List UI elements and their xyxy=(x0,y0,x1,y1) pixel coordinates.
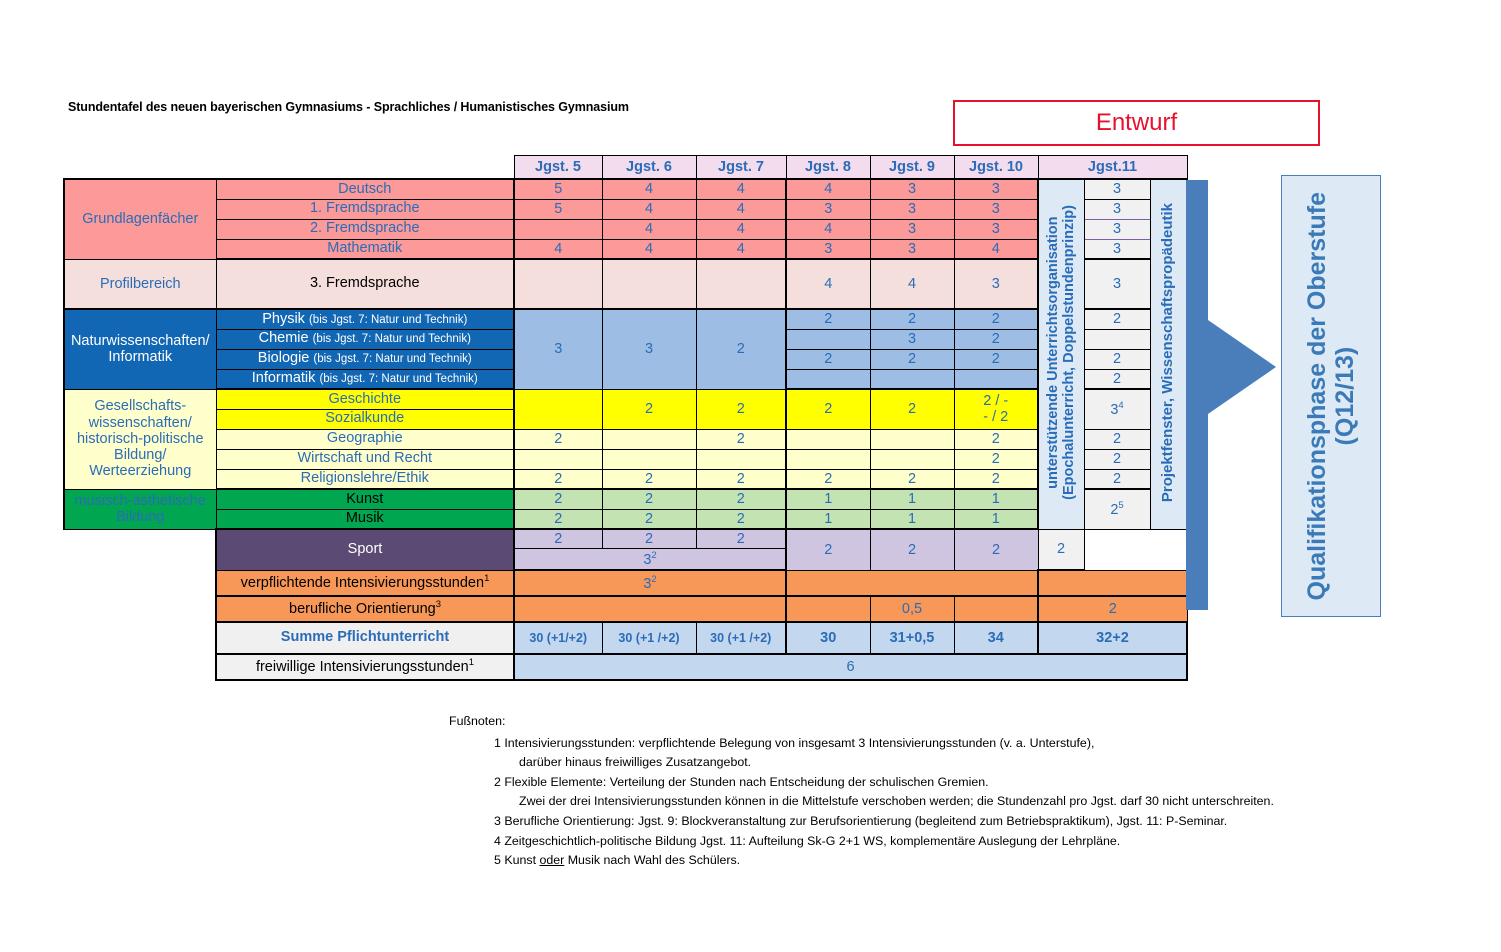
subject-kunst: Kunst xyxy=(216,489,514,509)
cell-musik-jgst9: 1 xyxy=(870,509,954,529)
jgst11-vertical-right-label xyxy=(1150,179,1187,529)
cell-nt-jgst6: 3 xyxy=(602,309,696,389)
cell-informatik-jgst9 xyxy=(870,369,954,389)
row-summe-pflichtunterricht xyxy=(64,622,1187,654)
subject-physik-label: Physik xyxy=(262,310,305,327)
page-title: Stundentafel des neuen bayerischen Gymnasiums - Sprachliches / Humanistisches Gymnasium xyxy=(68,100,629,114)
group-gesellschaftswissenschaften: Gesellschafts- wissenschaften/ historisch-politische Bildung/ Werteerziehung xyxy=(64,389,216,489)
cell-summe-jgst10: 34 xyxy=(954,622,1038,654)
cell-fremd3-jgst10: 3 xyxy=(954,259,1038,309)
row-religion xyxy=(64,469,1187,489)
cell-geschichte-jgst10 xyxy=(954,389,1038,429)
sport-group-spacer xyxy=(64,529,216,570)
cell-sport-jgst11: 2 xyxy=(1038,529,1084,570)
cell-geschichte-jgst11 xyxy=(1084,389,1150,429)
row-berufliche-orientierung xyxy=(64,596,1187,622)
cell-kunst-jgst5: 2 xyxy=(514,489,602,509)
cell-physik-jgst10: 2 xyxy=(954,309,1038,329)
cell-beruf-5-7 xyxy=(514,596,786,622)
cell-fremd3-jgst5 xyxy=(514,259,602,309)
row-wirtschaft xyxy=(64,449,1187,469)
footnote-5-emphasis: oder xyxy=(539,853,565,868)
column-header-jgst7: Jgst. 7 xyxy=(696,156,786,180)
cell-fremd1-jgst7: 4 xyxy=(696,199,786,219)
cell-beruf-jgst8 xyxy=(786,596,870,622)
jgst11-vlabel-line1: unterstützende Unterrichtsorganisation xyxy=(1045,216,1062,489)
cell-informatik-jgst8 xyxy=(786,369,870,389)
row-intensivierung-frei xyxy=(64,654,1187,680)
cell-religion-jgst5: 2 xyxy=(514,469,602,489)
cell-musik-jgst10: 1 xyxy=(954,509,1038,529)
row-fremdsprache-1 xyxy=(64,199,1187,219)
cell-kunst-jgst11-value: 2 xyxy=(1110,502,1119,519)
subject-informatik-note: (bis Jgst. 7: Natur und Technik) xyxy=(319,373,478,386)
column-header-jgst5: Jgst. 5 xyxy=(514,156,602,180)
stundentafel-table xyxy=(63,155,1188,681)
cell-informatik-jgst11: 2 xyxy=(1084,369,1150,389)
group-naturwissenschaften: Naturwissenschaften/ Informatik xyxy=(64,309,216,389)
cell-geschichte-jgst11-value: 3 xyxy=(1110,402,1119,419)
cell-geographie-jgst9 xyxy=(870,429,954,449)
cell-sport-flex-5-7 xyxy=(514,548,786,570)
cell-fremd1-jgst11: 3 xyxy=(1084,199,1150,219)
cell-fremd3-jgst9: 4 xyxy=(870,259,954,309)
cell-fremd2-jgst10: 3 xyxy=(954,219,1038,239)
cell-intensiv-pflicht-value: 3 xyxy=(643,575,652,592)
cell-sport-jgst10: 2 xyxy=(954,529,1038,570)
subject-intensivierung-pflicht xyxy=(216,570,514,596)
cell-fremd1-jgst9: 3 xyxy=(870,199,954,219)
cell-beruf-jgst9: 0,5 xyxy=(870,596,954,622)
row-geschichte xyxy=(64,389,1187,409)
subject-deutsch: Deutsch xyxy=(216,179,514,199)
row-musik xyxy=(64,509,1187,529)
cell-fremd2-jgst5 xyxy=(514,219,602,239)
header-spacer-subject xyxy=(216,156,514,180)
cell-deutsch-jgst10: 3 xyxy=(954,179,1038,199)
column-header-jgst9: Jgst. 9 xyxy=(870,156,954,180)
cell-summe-jgst6: 30 (+1 /+2) xyxy=(602,622,696,654)
footnote-5 xyxy=(449,851,1274,871)
cell-wirtschaft-jgst8 xyxy=(786,449,870,469)
jgst11-vlabel-line2: (Epochalunterricht, Doppelstundenprinzip) xyxy=(1061,204,1078,500)
subject-intensivierung-frei-sup: 1 xyxy=(468,657,475,669)
subject-summe: Summe Pflichtunterricht xyxy=(216,622,514,654)
subject-biologie-label: Biologie xyxy=(257,350,310,367)
cell-kunst-jgst6: 2 xyxy=(602,489,696,509)
subject-mathematik: Mathematik xyxy=(216,239,514,259)
cell-musik-jgst6: 2 xyxy=(602,509,696,529)
subject-geschichte: Geschichte xyxy=(216,389,514,409)
cell-musik-jgst8: 1 xyxy=(786,509,870,529)
cell-mathe-jgst5: 4 xyxy=(514,239,602,259)
group-grundlagenfaecher: Grundlagenfächer xyxy=(64,179,216,259)
footnote-4: 4 Zeitgeschichtlich-politische Bildung Jgst. 11: Aufteilung Sk-G 2+1 WS, komplementäre Auslegung der Lehrpläne. xyxy=(494,833,1121,848)
column-header-jgst6: Jgst. 6 xyxy=(602,156,696,180)
footnote-5-b: Musik nach Wahl des Schülers. xyxy=(564,853,741,868)
subject-sport: Sport xyxy=(216,529,514,570)
footnotes-heading: Fußnoten: xyxy=(449,714,506,728)
subject-chemie-label: Chemie xyxy=(258,330,309,347)
cell-religion-jgst11: 2 xyxy=(1084,469,1150,489)
cell-religion-jgst10: 2 xyxy=(954,469,1038,489)
cell-wirtschaft-jgst11: 2 xyxy=(1084,449,1150,469)
cell-geschichte-jgst10-b: - / 2 xyxy=(983,409,1009,426)
column-header-jgst8: Jgst. 8 xyxy=(786,156,870,180)
cell-kunst-jgst7: 2 xyxy=(696,489,786,509)
cell-chemie-jgst11 xyxy=(1084,329,1150,349)
cell-religion-jgst9: 2 xyxy=(870,469,954,489)
cell-intensiv-pflicht-sup: 2 xyxy=(651,574,657,586)
cell-religion-jgst6: 2 xyxy=(602,469,696,489)
cell-geographie-jgst6 xyxy=(602,429,696,449)
footnote-1b: darüber hinaus freiwilliges Zusatzangebot. xyxy=(519,755,752,770)
cell-physik-jgst9: 2 xyxy=(870,309,954,329)
cell-geschichte-jgst10-a: 2 / - xyxy=(983,393,1009,410)
beruf-group-spacer xyxy=(64,596,216,622)
summe-group-spacer xyxy=(64,622,216,654)
cell-summe-jgst11: 32+2 xyxy=(1038,622,1187,654)
cell-deutsch-jgst9: 3 xyxy=(870,179,954,199)
subject-intensivierung-pflicht-label: verpflichtende Intensivierungsstunden xyxy=(240,575,485,592)
cell-geographie-jgst11: 2 xyxy=(1084,429,1150,449)
cell-deutsch-jgst6: 4 xyxy=(602,179,696,199)
subject-sozialkunde: Sozialkunde xyxy=(216,409,514,429)
cell-geschichte-jgst9: 2 xyxy=(870,389,954,429)
cell-kunst-jgst11-sup: 5 xyxy=(1118,500,1124,512)
cell-deutsch-jgst7: 4 xyxy=(696,179,786,199)
subject-fremdsprache-2: 2. Fremdsprache xyxy=(216,219,514,239)
cell-mathe-jgst8: 3 xyxy=(786,239,870,259)
cell-fremd3-jgst6 xyxy=(602,259,696,309)
cell-physik-jgst8: 2 xyxy=(786,309,870,329)
subject-intensivierung-frei-label: freiwillige Intensivierungsstunden xyxy=(255,659,469,676)
row-intensivierung-pflicht xyxy=(64,570,1187,596)
cell-summe-jgst5: 30 (+1/+2) xyxy=(514,622,602,654)
row-deutsch xyxy=(64,179,1187,199)
footnote-2: 2 Flexible Elemente: Verteilung der Stunden nach Entscheidung der schulischen Gremien. xyxy=(494,774,989,789)
subject-intensivierung-pflicht-sup: 1 xyxy=(484,573,490,585)
column-header-jgst10: Jgst. 10 xyxy=(954,156,1038,180)
cell-sport-flex-sup: 2 xyxy=(651,549,657,561)
subject-informatik xyxy=(216,369,514,389)
row-fremdsprache-2 xyxy=(64,219,1187,239)
subject-wirtschaft: Wirtschaft und Recht xyxy=(216,449,514,469)
cell-fremd2-jgst8: 4 xyxy=(786,219,870,239)
subject-chemie xyxy=(216,329,514,349)
header-spacer-group xyxy=(64,156,216,180)
subject-berufliche-orientierung xyxy=(216,596,514,622)
cell-kunst-jgst8: 1 xyxy=(786,489,870,509)
cell-biologie-jgst8: 2 xyxy=(786,349,870,369)
cell-geschichte-jgst8: 2 xyxy=(786,389,870,429)
cell-geographie-jgst7: 2 xyxy=(696,429,786,449)
row-geographie xyxy=(64,429,1187,449)
cell-informatik-jgst10 xyxy=(954,369,1038,389)
cell-mathe-jgst9: 3 xyxy=(870,239,954,259)
cell-summe-jgst9: 31+0,5 xyxy=(870,622,954,654)
jgst11-vertical-left-label xyxy=(1038,179,1084,529)
footnotes xyxy=(449,712,1274,871)
cell-fremd1-jgst8: 3 xyxy=(786,199,870,219)
subject-fremdsprache-3: 3. Fremdsprache xyxy=(216,259,514,309)
row-kunst xyxy=(64,489,1187,509)
subject-geographie: Geographie xyxy=(216,429,514,449)
cell-sport-jgst8: 2 xyxy=(786,529,870,570)
cell-kunst-jgst10: 1 xyxy=(954,489,1038,509)
cell-intensiv-pflicht-5-7 xyxy=(514,570,786,596)
frei-group-spacer xyxy=(64,654,216,680)
cell-musik-jgst7: 2 xyxy=(696,509,786,529)
footnote-3: 3 Berufliche Orientierung: Jgst. 9: Blockveranstaltung zur Berufsorientierung (begleitend zum Betriebspraktikum), Jgst. 11: P-Seminar. xyxy=(494,813,1228,828)
cell-wirtschaft-jgst5 xyxy=(514,449,602,469)
cell-musik-jgst5: 2 xyxy=(514,509,602,529)
column-header-jgst11: Jgst.11 xyxy=(1038,156,1187,180)
cell-fremd3-jgst7 xyxy=(696,259,786,309)
cell-geographie-jgst5: 2 xyxy=(514,429,602,449)
cell-geschichte-jgst7: 2 xyxy=(696,389,786,429)
footnote-2b: Zwei der drei Intensivierungsstunden können in die Mittelstufe verschoben werden; die Stundenzahl pro Jgst. darf 30 nicht unterschreiten. xyxy=(519,794,1274,809)
cell-chemie-jgst9: 3 xyxy=(870,329,954,349)
cell-sport-flex-value: 3 xyxy=(643,551,652,568)
cell-geschichte-jgst6: 2 xyxy=(602,389,696,429)
group-musisch-aesthetische: musisch-ästhetische Bildung xyxy=(64,489,216,529)
cell-kunst-musik-jgst11 xyxy=(1084,489,1150,529)
cell-religion-jgst7: 2 xyxy=(696,469,786,489)
cell-fremd2-jgst6: 4 xyxy=(602,219,696,239)
cell-fremd3-jgst8: 4 xyxy=(786,259,870,309)
cell-beruf-jgst10 xyxy=(954,596,1038,622)
cell-nt-jgst5: 3 xyxy=(514,309,602,389)
cell-fremd2-jgst11: 3 xyxy=(1084,219,1150,239)
qualifikationsphase-label xyxy=(1303,192,1359,600)
cell-intensiv-pflicht-jgst11 xyxy=(1038,570,1187,596)
cell-intensiv-frei-all: 6 xyxy=(514,654,1187,680)
cell-deutsch-jgst8: 4 xyxy=(786,179,870,199)
row-fremdsprache-3 xyxy=(64,259,1187,309)
cell-sport-jgst7: 2 xyxy=(696,529,786,548)
cell-mathe-jgst10: 4 xyxy=(954,239,1038,259)
row-physik xyxy=(64,309,1187,329)
row-mathematik xyxy=(64,239,1187,259)
flow-arrow-icon xyxy=(1208,320,1276,414)
flow-strip xyxy=(1186,180,1208,610)
cell-fremd1-jgst6: 4 xyxy=(602,199,696,219)
subject-chemie-note: (bis Jgst. 7: Natur und Technik) xyxy=(312,333,471,346)
cell-wirtschaft-jgst9 xyxy=(870,449,954,469)
row-sport-top xyxy=(64,529,1187,548)
footnote-5-a: 5 Kunst xyxy=(494,853,540,868)
cell-fremd2-jgst9: 3 xyxy=(870,219,954,239)
cell-chemie-jgst8 xyxy=(786,329,870,349)
table-header-row xyxy=(64,156,1187,180)
cell-biologie-jgst10: 2 xyxy=(954,349,1038,369)
cell-biologie-jgst9: 2 xyxy=(870,349,954,369)
cell-mathe-jgst7: 4 xyxy=(696,239,786,259)
cell-kunst-jgst9: 1 xyxy=(870,489,954,509)
hours-grid xyxy=(63,155,1188,681)
cell-wirtschaft-jgst6 xyxy=(602,449,696,469)
cell-mathe-jgst6: 4 xyxy=(602,239,696,259)
draft-badge-label: Entwurf xyxy=(1095,109,1178,136)
cell-mathe-jgst11: 3 xyxy=(1084,239,1150,259)
cell-geographie-jgst8 xyxy=(786,429,870,449)
cell-deutsch-jgst11: 3 xyxy=(1084,179,1150,199)
cell-beruf-jgst11: 2 xyxy=(1038,596,1187,622)
cell-summe-jgst7: 30 (+1 /+2) xyxy=(696,622,786,654)
cell-intensiv-pflicht-8-10 xyxy=(786,570,1038,596)
cell-deutsch-jgst5: 5 xyxy=(514,179,602,199)
cell-chemie-jgst10: 2 xyxy=(954,329,1038,349)
subject-physik-note: (bis Jgst. 7: Natur und Technik) xyxy=(308,313,468,326)
qualifikationsphase-line1: Qualifikationsphase der Oberstufe xyxy=(1303,191,1331,601)
cell-sport-jgst6: 2 xyxy=(602,529,696,548)
footnote-1: 1 Intensivierungsstunden: verpflichtende Belegung von insgesamt 3 Intensivierungsstunden (v. a. Unterstufe), xyxy=(494,735,1095,750)
subject-physik xyxy=(216,309,514,329)
cell-nt-jgst7: 2 xyxy=(696,309,786,389)
cell-geschichte-jgst11-sup: 4 xyxy=(1118,400,1124,412)
subject-berufliche-orientierung-label: berufliche Orientierung xyxy=(289,601,436,618)
subject-berufliche-orientierung-sup: 3 xyxy=(435,599,441,611)
cell-physik-jgst11: 2 xyxy=(1084,309,1150,329)
cell-biologie-jgst11: 2 xyxy=(1084,349,1150,369)
group-profilbereich: Profilbereich xyxy=(64,259,216,309)
cell-fremd1-jgst5: 5 xyxy=(514,199,602,219)
subject-musik: Musik xyxy=(216,509,514,529)
subject-informatik-label: Informatik xyxy=(251,370,316,387)
cell-fremd1-jgst10: 3 xyxy=(954,199,1038,219)
cell-geographie-jgst10: 2 xyxy=(954,429,1038,449)
subject-biologie-note: (bis Jgst. 7: Natur und Technik) xyxy=(313,353,472,366)
qualifikationsphase-panel xyxy=(1281,175,1381,617)
subject-intensivierung-frei xyxy=(216,654,514,680)
subject-biologie xyxy=(216,349,514,369)
cell-fremd3-jgst11: 3 xyxy=(1084,259,1150,309)
cell-religion-jgst8: 2 xyxy=(786,469,870,489)
intensiv-group-spacer xyxy=(64,570,216,596)
projektfenster-label: Projektfenster, Wissenschaftspropädeutik xyxy=(1158,202,1176,502)
cell-sport-jgst5: 2 xyxy=(514,529,602,548)
cell-geschichte-jgst5 xyxy=(514,389,602,429)
cell-sport-jgst9: 2 xyxy=(870,529,954,570)
subject-fremdsprache-1: 1. Fremdsprache xyxy=(216,199,514,219)
cell-summe-jgst8: 30 xyxy=(786,622,870,654)
cell-fremd2-jgst7: 4 xyxy=(696,219,786,239)
qualifikationsphase-line2: (Q12/13) xyxy=(1331,346,1359,446)
cell-wirtschaft-jgst7 xyxy=(696,449,786,469)
cell-wirtschaft-jgst10: 2 xyxy=(954,449,1038,469)
subject-religion: Religionslehre/Ethik xyxy=(216,469,514,489)
draft-badge xyxy=(953,100,1320,146)
